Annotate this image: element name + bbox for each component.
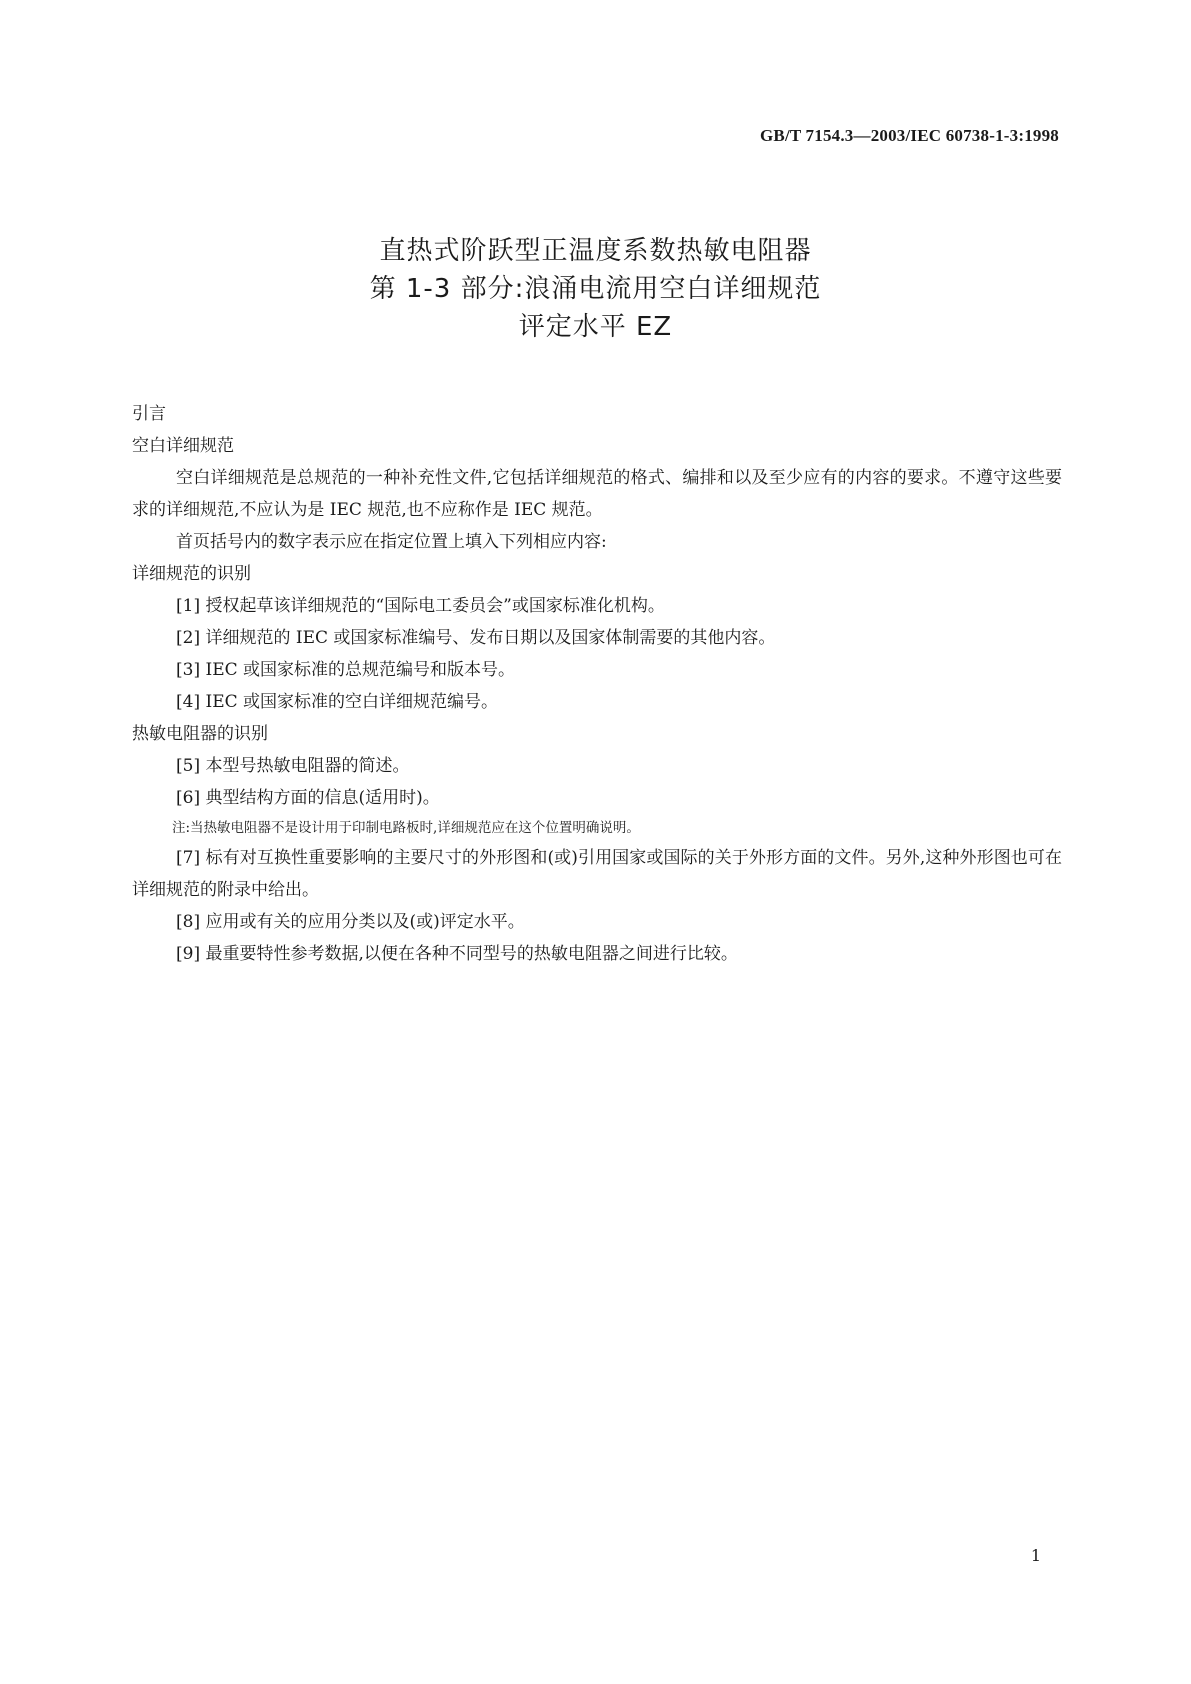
section-heading-spec-id: 详细规范的识别 — [132, 564, 251, 584]
list-item: [8] 应用或有关的应用分类以及(或)评定水平。 — [176, 912, 525, 932]
list-item: [7] 标有对互换性重要影响的主要尺寸的外形图和(或)引用国家或国际的关于外形方面的文件。另外,这种外形图也可在详细规范的附录中给出。 — [132, 848, 1062, 900]
list-item: [2] 详细规范的 IEC 或国家标准编号、发布日期以及国家体制需要的其他内容。 — [176, 628, 776, 648]
section-heading-intro: 引言 — [132, 404, 166, 424]
document-body — [132, 398, 1062, 970]
section-heading-thermistor-id: 热敏电阻器的识别 — [132, 724, 268, 744]
list-item: [9] 最重要特性参考数据,以便在各种不同型号的热敏电阻器之间进行比较。 — [176, 944, 738, 964]
title-line-2: 第 1-3 部分:浪涌电流用空白详细规范 — [369, 274, 822, 304]
standard-number: GB/T 7154.3—2003/IEC 60738-1-3:1998 — [759, 126, 1059, 145]
document-title — [0, 232, 1191, 346]
note: 注:当热敏电阻器不是设计用于印制电路板时,详细规范应在这个位置明确说明。 — [172, 820, 640, 836]
page-number: 1 — [1030, 1546, 1041, 1565]
title-line-1: 直热式阶跃型正温度系数热敏电阻器 — [379, 236, 812, 266]
list-item: [5] 本型号热敏电阻器的简述。 — [176, 756, 410, 776]
list-item: [6] 典型结构方面的信息(适用时)。 — [176, 788, 440, 808]
section-heading-blank-spec: 空白详细规范 — [132, 436, 234, 456]
title-line-3: 评定水平 EZ — [518, 312, 673, 342]
paragraph: 首页括号内的数字表示应在指定位置上填入下列相应内容: — [176, 532, 607, 552]
list-item: [4] IEC 或国家标准的空白详细规范编号。 — [176, 692, 499, 712]
list-item: [1] 授权起草该详细规范的“国际电工委员会”或国家标准化机构。 — [176, 596, 665, 616]
list-item: [3] IEC 或国家标准的总规范编号和版本号。 — [176, 660, 516, 680]
paragraph: 空白详细规范是总规范的一种补充性文件,它包括详细规范的格式、编排和以及至少应有的内容的要求。不遵守这些要求的详细规范,不应认为是 IEC 规范,也不应称作是 IEC 规范。 — [132, 468, 1062, 520]
